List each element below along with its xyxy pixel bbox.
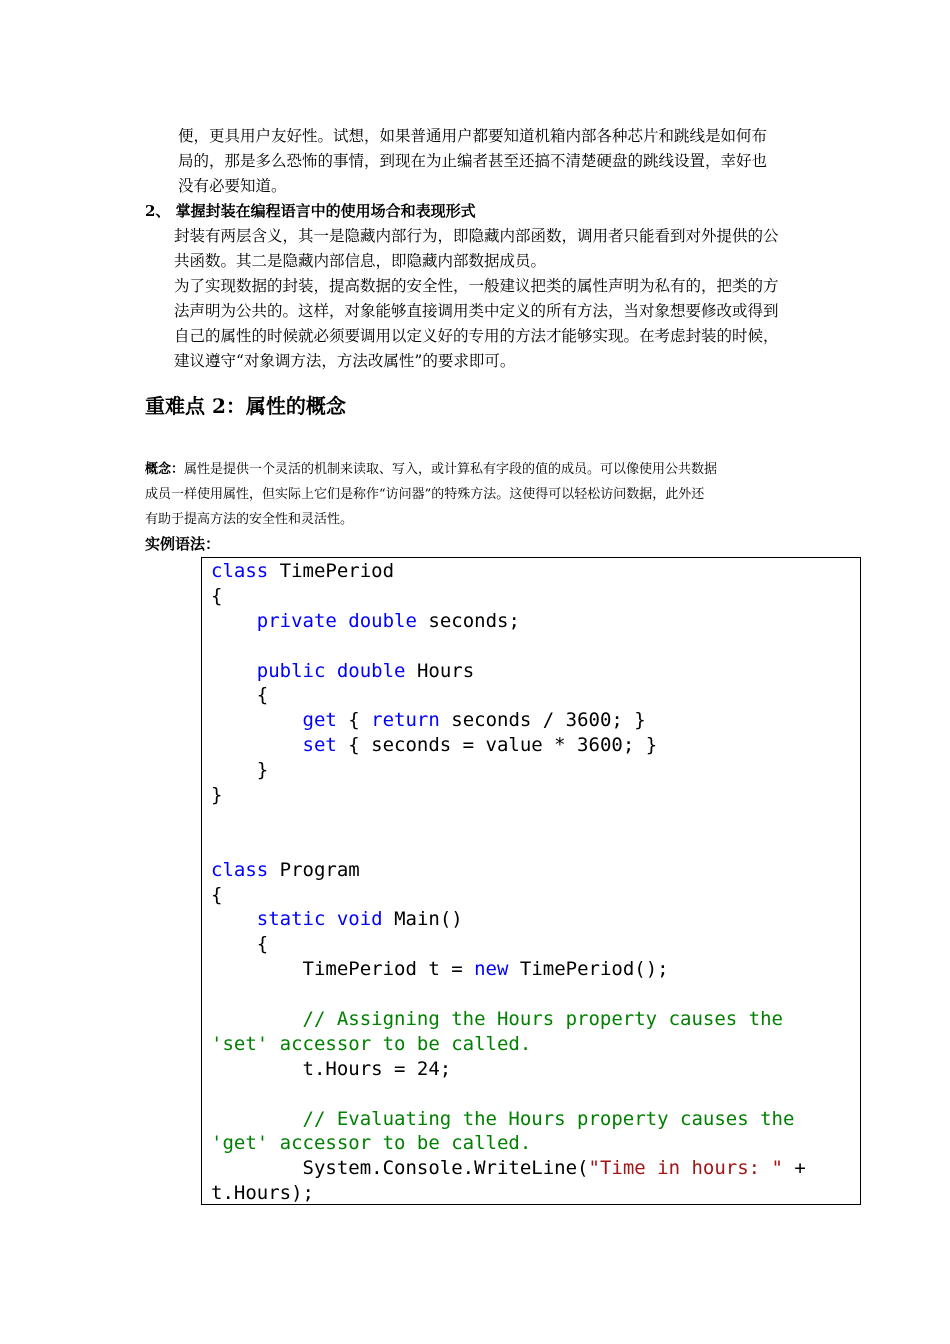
code-text [211, 709, 303, 731]
code-text: TimePeriod t = [211, 958, 475, 981]
code-text: + [782, 1157, 806, 1180]
code-line [211, 1156, 806, 1181]
concept-text: 属性是提供一个灵活的机制来读取、写入，或计算私有字段的值的成员。可以像使用公共数据 [184, 462, 718, 477]
code-keyword: public [256, 659, 326, 682]
code-keyword: double [348, 609, 417, 632]
code-line [211, 559, 806, 584]
concept-line-1 [145, 457, 717, 482]
code-line [211, 858, 806, 883]
paragraph-line: 共函数。其二是隐藏内部信息，即隐藏内部数据成员。 [174, 252, 547, 270]
code-line [211, 833, 806, 858]
paragraph-line: 法声明为公共的。这样，对象能够直接调用类中定义的所有方法，当对象想要修改或得到 [174, 302, 779, 320]
code-string: "Time in hours: " [588, 1157, 783, 1180]
concept-line-3: 有助于提高方法的安全性和灵活性。 [145, 512, 354, 527]
code-comment: 'get' accessor to be called. [211, 1132, 532, 1155]
code-text: { [211, 933, 269, 956]
code-text: System.Console.WriteLine( [211, 1157, 589, 1180]
code-listing [211, 559, 806, 1205]
code-line [211, 1057, 806, 1082]
code-line [211, 883, 806, 908]
code-text: seconds / 3600; } [439, 709, 646, 732]
code-text [325, 660, 336, 682]
code-text [325, 908, 336, 930]
code-text [211, 734, 303, 756]
code-text [211, 1108, 303, 1130]
code-text: { seconds = value * 3600; } [336, 734, 658, 757]
concept-line-2: 成员一样使用属性，但实际上它们是称作“访问器”的特殊方法。这使得可以轻松访问数据，此外还 [145, 487, 705, 502]
code-text: t.Hours = 24; [211, 1057, 452, 1080]
code-text: Main() [382, 908, 463, 931]
code-keyword: static [256, 908, 326, 931]
section-2-paragraph-2 [174, 274, 779, 374]
code-comment: 'set' accessor to be called. [211, 1032, 532, 1055]
code-line [211, 932, 806, 957]
code-line [211, 982, 806, 1007]
intro-paragraph [178, 124, 767, 199]
code-line [211, 907, 806, 932]
concept-label: 概念： [145, 462, 185, 477]
code-line [211, 584, 806, 609]
code-line [211, 609, 806, 634]
code-text [211, 610, 257, 632]
code-text [211, 908, 257, 930]
code-text [337, 610, 348, 632]
code-line [211, 708, 806, 733]
concept-paragraph [145, 457, 717, 532]
example-label: 实例语法： [145, 535, 221, 553]
section-2-paragraph-1 [174, 224, 779, 274]
code-line [211, 1007, 806, 1032]
code-keyword: class [211, 858, 269, 881]
code-text: Hours [405, 659, 475, 682]
code-line [211, 659, 806, 684]
code-line [211, 1082, 806, 1107]
code-text: } [211, 784, 223, 807]
code-keyword: set [302, 734, 337, 757]
code-keyword: double [336, 659, 406, 682]
code-block [201, 557, 861, 1205]
code-text: { [211, 883, 223, 906]
code-text [211, 660, 257, 682]
code-line [211, 783, 806, 808]
code-keyword: new [474, 958, 509, 981]
code-line [211, 683, 806, 708]
paragraph-line: 封装有两层含义，其一是隐藏内部行为，即隐藏内部函数，调用者只能看到对外提供的公 [174, 227, 779, 245]
code-text: TimePeriod(); [508, 958, 669, 981]
code-comment: // Assigning the Hours property causes the [302, 1008, 783, 1031]
code-text: t.Hours); [211, 1182, 314, 1205]
code-keyword: private [256, 609, 337, 632]
code-keyword: return [371, 709, 440, 732]
code-line [211, 1032, 806, 1057]
code-line [211, 634, 806, 659]
code-text: TimePeriod [268, 560, 395, 582]
key-point-title: 重难点 2：属性的概念 [145, 394, 346, 418]
code-text: Program [268, 858, 360, 881]
intro-line: 便，更具用户友好性。试想，如果普通用户都要知道机箱内部各种芯片和跳线是如何布 [178, 127, 768, 145]
paragraph-line: 为了实现数据的封装，提高数据的安全性，一般建议把类的属性声明为私有的，把类的方 [174, 277, 779, 295]
paragraph-line: 建议遵守“对象调方法，方法改属性”的要求即可。 [174, 352, 516, 370]
code-line [211, 1181, 806, 1205]
code-text: { [211, 584, 223, 607]
intro-line: 局的，那是多么恐怖的事情，到现在为止编者甚至还搞不清楚硬盘的跳线设置，幸好也 [178, 152, 768, 170]
code-line [211, 1107, 806, 1132]
paragraph-line: 自己的属性的时候就必须要调用以定义好的专用的方法才能够实现。在考虑封装的时候， [174, 327, 779, 345]
code-keyword: class [211, 560, 269, 582]
code-line [211, 808, 806, 833]
code-line [211, 733, 806, 758]
code-line [211, 957, 806, 982]
code-comment: // Evaluating the Hours property causes the [302, 1107, 795, 1130]
code-text: seconds; [416, 609, 520, 632]
section-2-heading: 2、 掌握封装在编程语言中的使用场合和表现形式 [145, 202, 476, 220]
code-text: { [211, 684, 269, 707]
code-line [211, 758, 806, 783]
code-text: } [211, 759, 269, 782]
intro-line: 没有必要知道。 [178, 177, 287, 195]
code-keyword: void [336, 908, 383, 931]
code-text [211, 1008, 303, 1030]
code-keyword: get [302, 709, 337, 732]
code-text: { [336, 709, 372, 732]
code-line [211, 1131, 806, 1156]
